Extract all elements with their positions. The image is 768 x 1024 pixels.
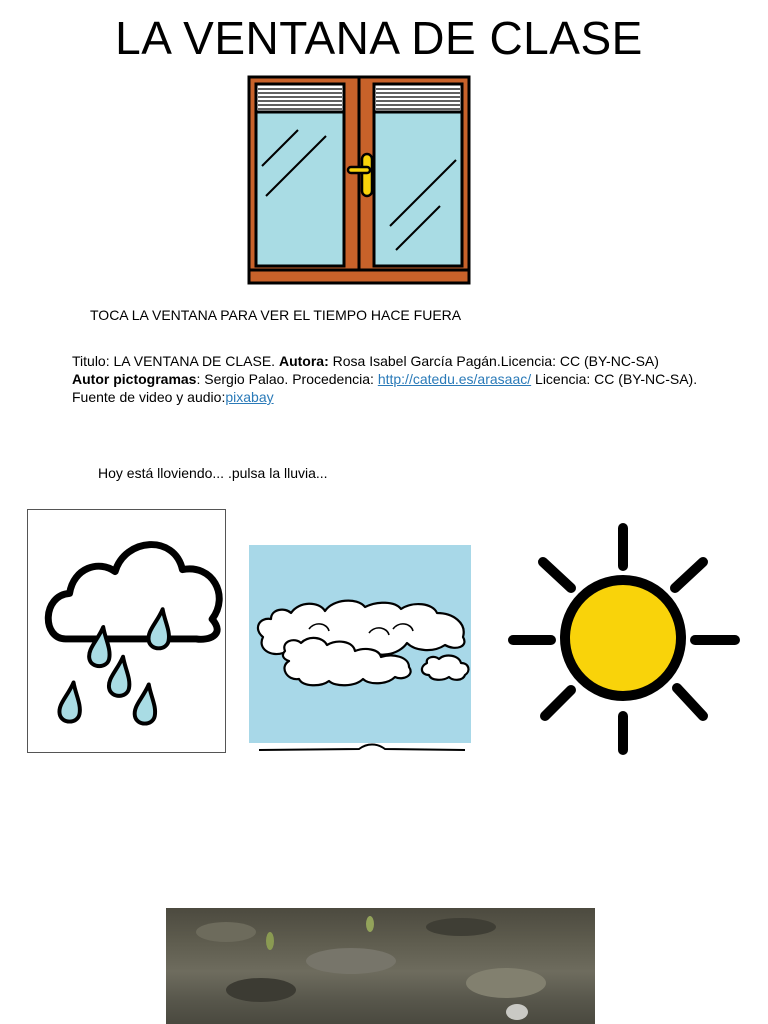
arasaac-link[interactable]: http://catedu.es/arasaac/ — [377, 371, 532, 387]
credits-block — [72, 352, 732, 406]
video-texture — [306, 948, 396, 974]
clouds-button[interactable] — [249, 545, 471, 753]
pixabay-link[interactable]: pixabay — [225, 389, 274, 405]
video-texture — [466, 968, 546, 998]
video-texture — [266, 932, 274, 950]
credits-line-3 — [72, 388, 732, 406]
rain-button[interactable] — [27, 509, 226, 753]
credits-line-2 — [72, 370, 732, 388]
video-texture — [366, 916, 374, 932]
credits-pictograms-text: : Sergio Palao. Procedencia: — [196, 371, 378, 387]
video-label — [166, 908, 167, 909]
video-texture — [226, 978, 296, 1002]
credits-pictograms-label: Autor pictogramas — [72, 371, 197, 387]
rain-cloud-icon — [28, 510, 225, 752]
sun-icon — [505, 520, 745, 760]
window-icon — [246, 74, 472, 286]
page-title: LA VENTANA DE CLASE — [115, 12, 643, 64]
prompt-text: Hoy está lloviendo... .pulsa la lluvia... — [98, 465, 328, 481]
credits-source-text: Fuente de video y audio: — [72, 389, 226, 405]
window-button[interactable] — [246, 74, 472, 286]
credits-author-label: Autora: — [278, 353, 329, 369]
video-texture — [426, 918, 496, 936]
clouds-icon — [249, 545, 471, 753]
video-texture — [196, 922, 256, 942]
sun-button[interactable] — [505, 520, 745, 760]
credits-title-text: Titulo: LA VENTANA DE CLASE. — [72, 353, 279, 369]
credits-line-1 — [72, 352, 732, 370]
video-texture — [506, 1004, 528, 1020]
video-player[interactable] — [166, 908, 595, 1024]
credits-license-text: Licencia: CC (BY-NC-SA). — [531, 371, 698, 387]
instruction-text: TOCA LA VENTANA PARA VER EL TIEMPO HACE FUERA — [90, 307, 462, 323]
credits-author-text: Rosa Isabel García Pagán.Licencia: CC (BY-NC-SA) — [328, 353, 659, 369]
